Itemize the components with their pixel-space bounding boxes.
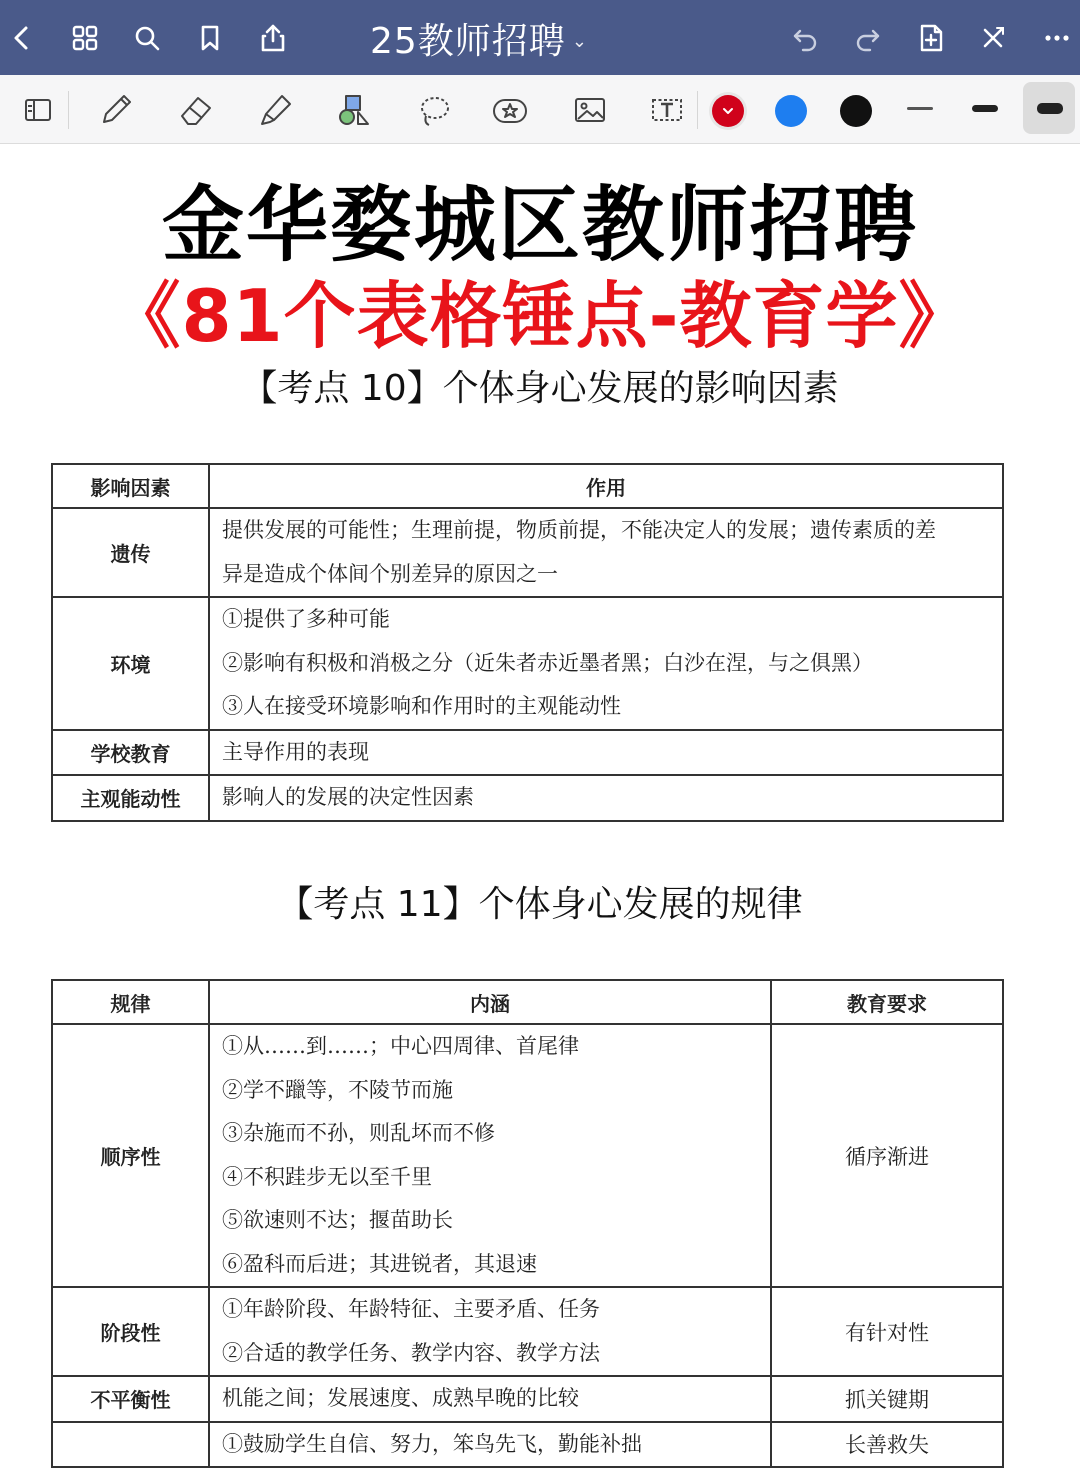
- table-row: [52, 508, 1003, 597]
- color-black-swatch[interactable]: [840, 95, 872, 127]
- stroke-thin-option[interactable]: [907, 107, 933, 110]
- law-cell: 顺序性: [52, 1024, 209, 1287]
- add-page-icon[interactable]: [911, 18, 951, 58]
- table-row: [52, 597, 1003, 730]
- more-icon[interactable]: [1037, 18, 1077, 58]
- table-row: [52, 1376, 1003, 1422]
- cell-line: ③杂施而不孙，则乱坏而不修: [222, 1121, 495, 1145]
- cell-line: ①年龄阶段、年龄特征、主要矛盾、任务: [222, 1297, 600, 1321]
- cell-line: ②学不躐等，不陵节而施: [222, 1077, 453, 1102]
- effect-cell: [209, 730, 1003, 776]
- top-navbar: [0, 0, 1080, 75]
- redo-icon[interactable]: [848, 18, 888, 58]
- cell-line: ④不积跬步无以至千里: [222, 1164, 432, 1189]
- layout-icon[interactable]: [14, 87, 62, 133]
- toolbar-divider: [68, 91, 69, 129]
- requirement-cell: 有针对性: [771, 1287, 1003, 1376]
- share-icon[interactable]: [253, 18, 293, 58]
- cell-line: ⑤欲速则不达；揠苗助长: [222, 1208, 453, 1232]
- factor-cell: 环境: [52, 597, 209, 730]
- search-icon[interactable]: [127, 18, 167, 58]
- document-title[interactable]: [370, 14, 588, 62]
- effect-cell: [209, 597, 1003, 730]
- requirement-cell: 抓关键期: [771, 1376, 1003, 1422]
- shapes-icon[interactable]: [330, 87, 378, 133]
- law-cell: 阶段性: [52, 1287, 209, 1376]
- stroke-thick-option[interactable]: [1037, 103, 1063, 114]
- chevron-down-icon[interactable]: ⌄: [571, 30, 588, 52]
- cell-line: ⑥盈科而后进；其进锐者，其退速: [222, 1251, 537, 1276]
- table-row: [52, 1287, 1003, 1376]
- image-icon[interactable]: [566, 87, 614, 133]
- toolbar-divider: [697, 91, 698, 129]
- drawing-toolbar: [0, 75, 1080, 144]
- meaning-cell: [209, 1024, 771, 1287]
- requirement-cell: 循序渐进: [771, 1024, 1003, 1287]
- lasso-icon[interactable]: [410, 87, 458, 133]
- column-header: 作用: [209, 464, 1003, 508]
- undo-icon[interactable]: [785, 18, 825, 58]
- effect-cell: [209, 775, 1003, 821]
- cell-line: ②合适的教学任务、教学内容、教学方法: [222, 1340, 600, 1365]
- color-red-swatch[interactable]: [712, 95, 744, 127]
- column-header: 影响因素: [52, 464, 209, 508]
- document-title-text: 25教师招聘: [370, 20, 566, 62]
- cell-line: ①鼓励学生自信、努力，笨鸟先飞，勤能补拙: [222, 1431, 642, 1456]
- highlighter-icon[interactable]: [252, 87, 300, 133]
- section-10-table: [51, 463, 1004, 822]
- table-row: [52, 1024, 1003, 1287]
- effect-cell: [209, 508, 1003, 597]
- eraser-icon[interactable]: [172, 87, 220, 133]
- stroke-medium-option[interactable]: [972, 105, 998, 112]
- meaning-cell: [209, 1422, 771, 1468]
- color-blue-swatch[interactable]: [775, 95, 807, 127]
- column-header: 教育要求: [771, 980, 1003, 1024]
- section-10-heading: 【考点 10】个体身心发展的影响因素: [241, 368, 839, 409]
- law-cell: 不平衡性: [52, 1376, 209, 1422]
- back-icon[interactable]: [2, 18, 42, 58]
- bookmark-icon[interactable]: [190, 18, 230, 58]
- cell-line: ③人在接受环境影响和作用时的主观能动性: [222, 694, 621, 718]
- cell-line: ②影响有积极和消极之分（近朱者赤近墨者黑；白沙在涅，与之俱黑）: [222, 650, 873, 675]
- close-icon[interactable]: [973, 18, 1013, 58]
- sticker-icon[interactable]: [486, 87, 534, 133]
- requirement-cell: 长善救失: [771, 1422, 1003, 1468]
- factor-cell: 遗传: [52, 508, 209, 597]
- law-cell: [52, 1422, 209, 1468]
- table-header-row: [52, 980, 1003, 1024]
- grid-icon[interactable]: [65, 18, 105, 58]
- document-subtitle: 《81个表格锤点-教育学》: [108, 274, 972, 358]
- cell-line: ①提供了多种可能: [222, 607, 390, 631]
- document-main-title: 金华婺城区教师招聘: [161, 178, 918, 273]
- table-row: [52, 775, 1003, 821]
- column-header: 规律: [52, 980, 209, 1024]
- table-row: [52, 1422, 1003, 1468]
- meaning-cell: [209, 1287, 771, 1376]
- section-11-heading: 【考点 11】个体身心发展的规律: [277, 884, 803, 925]
- section-11-table: [51, 979, 1004, 1468]
- factor-cell: 主观能动性: [52, 775, 209, 821]
- cell-line: 主导作用的表现: [222, 739, 369, 764]
- table-header-row: [52, 464, 1003, 508]
- factor-cell: 学校教育: [52, 730, 209, 776]
- cell-line: ①从……到……；中心四周律、首尾律: [222, 1034, 579, 1058]
- table-row: [52, 730, 1003, 776]
- cell-line: 异是造成个体间个别差异的原因之一: [222, 561, 558, 586]
- cell-line: 影响人的发展的决定性因素: [222, 785, 474, 809]
- cell-line: 提供发展的可能性；生理前提，物质前提，不能决定人的发展；遗传素质的差: [222, 518, 936, 542]
- pen-icon[interactable]: [92, 87, 140, 133]
- meaning-cell: [209, 1376, 771, 1422]
- cell-line: 机能之间；发展速度、成熟早晚的比较: [222, 1386, 579, 1410]
- text-icon[interactable]: [643, 87, 691, 133]
- column-header: 内涵: [209, 980, 771, 1024]
